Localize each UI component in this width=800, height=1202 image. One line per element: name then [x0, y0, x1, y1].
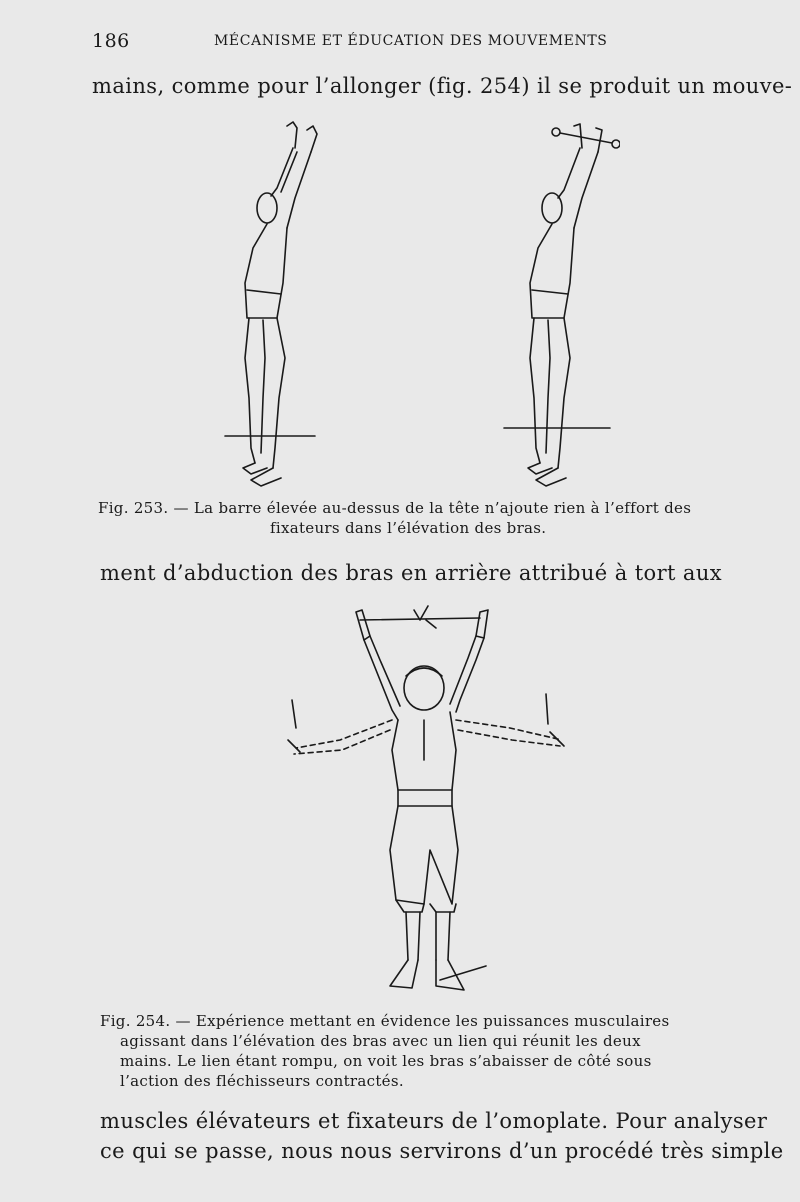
fig254-caption-line-4: l’action des fléchisseurs contractés. — [120, 1072, 404, 1090]
fig253-right-figure-with-bar — [500, 118, 620, 493]
fig254-caption-line-1: Fig. 254. — Expérience mettant en évidence les puissances musculaires — [100, 1012, 670, 1030]
fig254-frontal-figure — [280, 600, 580, 1000]
fig253-left-figure — [215, 118, 325, 493]
page-number: 186 — [92, 30, 130, 52]
fig254-caption-line-2: agissant dans l’élévation des bras avec un lien qui réunit les deux — [120, 1032, 641, 1050]
body-text-line-2: ment d’abduction des bras en arrière attribué à tort aux — [100, 561, 723, 585]
body-text-line-3: muscles élévateurs et fixateurs de l’omoplate. Pour analyser — [100, 1109, 768, 1133]
body-text-line-4: ce qui se passe, nous nous servirons d’un procédé très simple — [100, 1139, 784, 1163]
fig253-caption-line-2: fixateurs dans l’élévation des bras. — [270, 519, 547, 537]
running-head: MÉCANISME ET ÉDUCATION DES MOUVEMENTS — [214, 33, 608, 49]
page-header — [92, 30, 652, 54]
body-text-line-1: mains, comme pour l’allonger (fig. 254) il se produit un mouve- — [92, 74, 793, 98]
fig254-caption-line-3: mains. Le lien étant rompu, on voit les bras s’abaisser de côté sous — [120, 1052, 652, 1070]
fig253-caption-line-1: Fig. 253. — La barre élevée au-dessus de la tête n’ajoute rien à l’effort des — [98, 499, 692, 517]
